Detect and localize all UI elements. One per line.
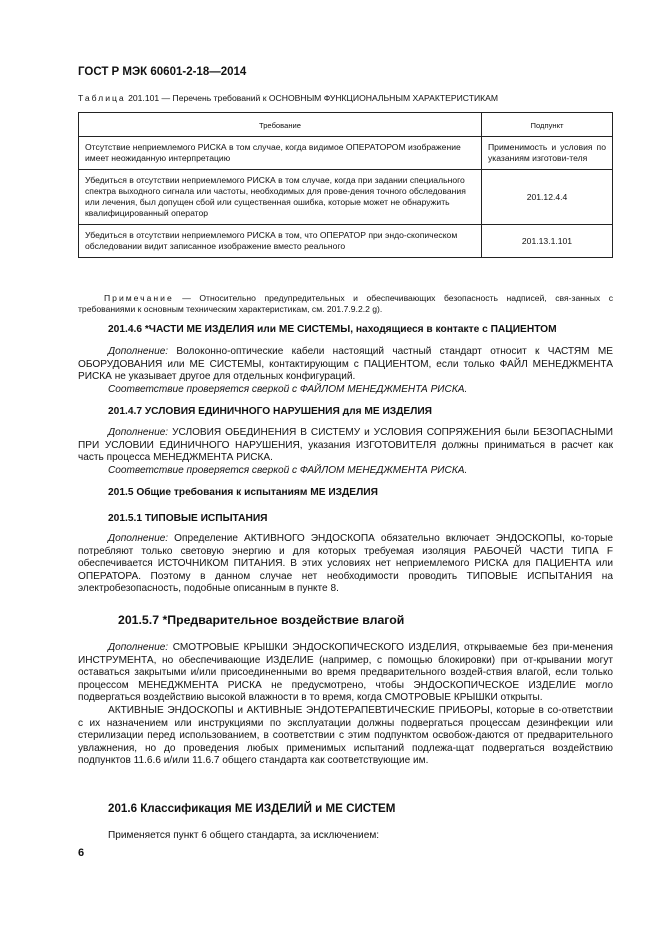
section-201-4-7-body: [78, 427, 613, 477]
requirements-table: [78, 112, 613, 258]
subclause-cell: Применимость и условия по указаниям изготови-теля: [482, 137, 613, 170]
heading-201-6: 201.6 Классификация МЕ ИЗДЕЛИЙ и МЕ СИСТЕМ: [108, 802, 396, 815]
addition-label: Дополнение:: [108, 346, 169, 357]
document-header: ГОСТ Р МЭК 60601-2-18—2014: [78, 66, 247, 78]
requirement-cell: Отсутствие неприемлемого РИСКА в том случае, когда видимое ОПЕРАТОРОМ изображение имеет неожиданную интерпретацию: [79, 137, 482, 170]
table-row: [79, 170, 613, 225]
column-header-requirement: Требование: [79, 113, 482, 137]
section-201-6-body: [78, 830, 613, 843]
heading-201-4-7: 201.4.7 УСЛОВИЯ ЕДИНИЧНОГО НАРУШЕНИЯ для МЕ ИЗДЕЛИЯ: [108, 406, 433, 417]
subclause-cell: 201.13.1.101: [482, 225, 613, 258]
table-header-row: [79, 113, 613, 137]
table-row: [79, 225, 613, 258]
table-caption: [78, 93, 498, 103]
paragraph-text: Волоконно-оптические кабели настоящий частный стандарт относит к ЧАСТЯМ МЕ ОБОРУДОВАНИЯ или МЕ СИСТЕМЫ, контактирующим с ПАЦИЕНТОМ, если только ФАЙЛ МЕНЕДЖМЕНТА РИСКА не указывает другое для отдельных конфигураций.: [78, 346, 613, 383]
section-201-4-6-body: [78, 346, 613, 396]
paragraph: [78, 533, 613, 596]
paragraph-text: УСЛОВИЯ ОБЕДИНЕНИЯ В СИСТЕМУ и УСЛОВИЯ СОПРЯЖЕНИЯ были БЕЗОПАСНЫМИ ПРИ УСЛОВИИ ЕДИНИЧНОГО НАРУШЕНИЯ, указания ИЗГОТОВИТЕЛЯ должны приниматься в расчет как часть процесса МЕНЕДЖМЕНТА РИСКА.: [78, 427, 613, 464]
page-number: 6: [78, 847, 85, 859]
note-label: Примечание: [104, 293, 174, 303]
table-note: [78, 293, 613, 315]
column-header-subclause: Подпункт: [482, 113, 613, 137]
heading-201-5-7: 201.5.7 *Предварительное воздействие влагой: [118, 613, 405, 627]
paragraph-text: СМОТРОВЫЕ КРЫШКИ ЭНДОСКОПИЧЕСКОГО ИЗДЕЛИЯ, открываемые без при-менения ИНСТРУМЕНТА, но обеспечивающие ИЗДЕЛИЕ (например, с помощью блокировки) при от-крывании могут оставаться закрытыми и/или присоединенными во время предварительного воздей-ствия влагой, если только процессом МЕНЕДЖМЕНТА РИСКА не предусмотрено, чтобы ЭНДОСКОПИЧЕСКОЕ ИЗДЕЛИЕ могло подвергаться воздействию высокой влажности в то время, когда СМОТРОВЫЕ КРЫШКИ открыты.: [78, 642, 613, 704]
table-caption-title: 201.101 — Перечень требований к ОСНОВНЫМ ФУНКЦИОНАЛЬНЫМ ХАРАКТЕРИСТИКАМ: [128, 93, 499, 103]
note-text: — Относительно предупредительных и обеспечивающих безопасность надписей, свя-занных с требованиями к основным техническим характеристикам, см. 201.7.9.2.2 g).: [78, 293, 613, 314]
section-201-5-7-body: [78, 642, 613, 768]
paragraph-text: Определение АКТИВНОГО ЭНДОСКОПА обязательно включает ЭНДОСКОПЫ, ко-торые потребляют только световую энергию и для которых требуемая изоляция РАБОЧЕЙ ЧАСТИ ТИПА F обеспечивается ИСТОЧНИКОМ ПИТАНИЯ. В этих условиях нет неприемлемого РИСКА для ПАЦИЕНТА или ОПЕРАТОРА. Поэтому в данном случае нет необходимости проводить ТИПОВЫЕ ИСПЫТАНИЯ на электробезопасность, подобные описанным в пункте 8.: [78, 533, 613, 595]
compliance-statement: Соответствие проверяется сверкой с ФАЙЛОМ МЕНЕДЖМЕНТА РИСКА.: [108, 464, 468, 476]
heading-201-5-1: 201.5.1 ТИПОВЫЕ ИСПЫТАНИЯ: [108, 513, 268, 524]
paragraph: [78, 642, 613, 705]
heading-201-4-6: 201.4.6 *ЧАСТИ МЕ ИЗДЕЛИЯ или МЕ СИСТЕМЫ, находящиеся в контакте с ПАЦИЕНТОМ: [108, 324, 557, 335]
paragraph: АКТИВНЫЕ ЭНДОСКОПЫ и АКТИВНЫЕ ЭНДОТЕРАПЕВТИЧЕСКИЕ ПРИБОРЫ, которые в со-ответствии с их назначением или инструкциями по эксплуатации должны подвергаться процессам дезинфекции или стерилизации перед использованием, в соответствии с этим подпунктом освобож-даются от предварительного увлажнения, но до проведения любых применимых испытаний подлежа-щат подвергаться воздействию подпунктов 11.6.6 и/или 11.6.7 общего стандарта как соответствующие им.: [78, 704, 613, 767]
addition-label: Дополнение:: [108, 533, 169, 544]
table-row: [79, 137, 613, 170]
heading-201-5: 201.5 Общие требования к испытаниям МЕ ИЗДЕЛИЯ: [108, 487, 378, 498]
subclause-cell: 201.12.4.4: [482, 170, 613, 225]
table-caption-label: Таблица: [78, 93, 126, 103]
paragraph: [78, 346, 613, 384]
paragraph: Применяется пункт 6 общего стандарта, за исключением:: [108, 830, 380, 841]
requirement-cell: Убедиться в отсутствии неприемлемого РИСКА в том случае, когда при задании специального спектра выходного сигнала или частоты, необходимых для прове-дения точного обследования или лечения, был допущен сбой или существенная ошибка, которые может не обнаружить квалифицированный оператор: [79, 170, 482, 225]
requirement-cell: Убедиться в отсутствии неприемлемого РИСКА в том, что ОПЕРАТОР при эндо-скопическом обследовании видит записанное изображение вместо реального: [79, 225, 482, 258]
section-201-5-1-body: [78, 533, 613, 596]
paragraph: [78, 427, 613, 465]
addition-label: Дополнение:: [108, 642, 169, 653]
compliance-statement: Соответствие проверяется сверкой с ФАЙЛОМ МЕНЕДЖМЕНТА РИСКА.: [108, 383, 468, 395]
addition-label: Дополнение:: [108, 427, 169, 438]
